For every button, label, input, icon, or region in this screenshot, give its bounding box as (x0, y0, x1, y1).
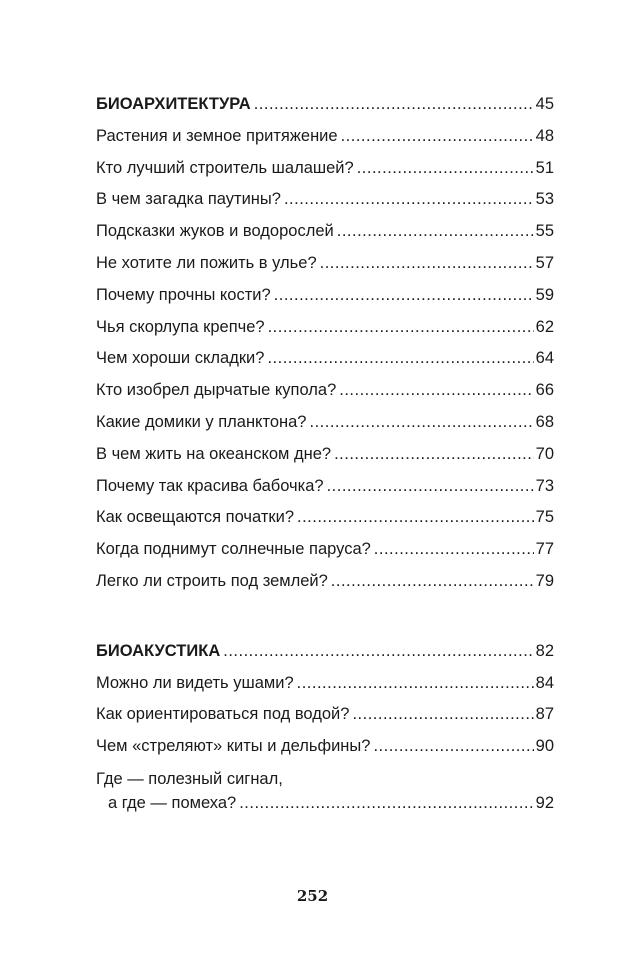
toc-entry-page: 87 (535, 705, 554, 724)
toc-dot-leader (337, 216, 534, 248)
toc-section-bioacoustics (96, 636, 554, 815)
toc-entry-page: 53 (535, 190, 554, 209)
toc-entry-title: Не хотите ли пожить в улье? (96, 253, 317, 272)
toc-entry-title: Растения и земное притяжение (96, 126, 338, 145)
table-of-contents (96, 89, 554, 815)
toc-entry (96, 534, 554, 566)
toc-dot-leader (268, 312, 534, 344)
toc-entry-title: Почему прочны кости? (96, 285, 271, 304)
toc-entry-title: Кто изобрел дырчатые купола? (96, 381, 337, 400)
toc-dot-leader (374, 534, 534, 566)
toc-dot-leader (339, 375, 533, 407)
toc-dot-leader (341, 121, 534, 153)
toc-entry-title: Можно ли видеть ушами? (96, 673, 294, 692)
toc-entry-line2 (96, 791, 554, 815)
toc-entry-title: Какие домики у планктона? (96, 412, 307, 431)
toc-entry (96, 566, 554, 598)
toc-section-bioarchitecture (96, 89, 554, 598)
toc-dot-leader (373, 731, 533, 763)
toc-heading-page: 82 (535, 641, 554, 660)
toc-dot-leader (331, 566, 534, 598)
toc-entry-page: 55 (535, 222, 554, 241)
toc-entry-title: Чья скорлупа крепче? (96, 317, 265, 336)
toc-entry-multiline (96, 767, 554, 815)
toc-entry-page: 62 (535, 317, 554, 336)
toc-dot-leader (309, 407, 533, 439)
toc-dot-leader (357, 153, 534, 185)
toc-entry-page: 77 (535, 540, 554, 559)
toc-entry-title: Как ориентироваться под водой? (96, 705, 350, 724)
toc-entry-page: 84 (535, 673, 554, 692)
toc-entry-page: 64 (535, 349, 554, 368)
toc-section-heading (96, 89, 554, 121)
toc-entry-page: 59 (535, 285, 554, 304)
toc-dot-leader (327, 471, 534, 503)
toc-entry (96, 439, 554, 471)
toc-entry-page: 48 (535, 126, 554, 145)
toc-entry-page: 51 (535, 158, 554, 177)
toc-dot-leader (254, 89, 534, 121)
toc-entry-title: Чем «стреляют» киты и дельфины? (96, 737, 371, 756)
toc-entry (96, 121, 554, 153)
toc-entry (96, 312, 554, 344)
toc-entry-title-line2: а где — помеха? (108, 793, 237, 812)
toc-dot-leader (274, 280, 534, 312)
toc-entry-title: Когда поднимут солнечные паруса? (96, 540, 371, 559)
toc-heading-title: БИОАРХИТЕКТУРА (96, 95, 251, 113)
toc-dot-leader (297, 668, 534, 700)
toc-entry-title: Чем хороши складки? (96, 349, 265, 368)
toc-entry-page: 73 (535, 476, 554, 495)
toc-dot-leader (284, 184, 534, 216)
toc-entry (96, 471, 554, 503)
toc-entry-title: В чем жить на океанском дне? (96, 444, 332, 463)
toc-entry (96, 699, 554, 731)
toc-entry-page: 90 (535, 737, 554, 756)
toc-entry (96, 731, 554, 763)
toc-dot-leader (267, 343, 533, 375)
toc-entry (96, 248, 554, 280)
toc-entry (96, 668, 554, 700)
toc-entry-title: Легко ли строить под землей? (96, 571, 328, 590)
toc-entry-title: Кто лучший строитель шалашей? (96, 158, 354, 177)
toc-entry (96, 184, 554, 216)
toc-entry-page: 79 (535, 571, 554, 590)
toc-entry (96, 153, 554, 185)
page-number: 252 (296, 887, 329, 905)
toc-entry-title-line1: Где — полезный сигнал, (96, 769, 283, 788)
toc-dot-leader (239, 791, 533, 815)
toc-entry-title: Почему так красива бабочка? (96, 476, 324, 495)
toc-entry-page: 92 (535, 793, 554, 812)
toc-dot-leader (297, 502, 534, 534)
toc-entry (96, 502, 554, 534)
toc-heading-page: 45 (535, 95, 554, 113)
toc-entry (96, 407, 554, 439)
toc-heading-title: БИОАКУСТИКА (96, 641, 221, 660)
toc-dot-leader (320, 248, 534, 280)
toc-entry-page: 70 (535, 444, 554, 463)
toc-entry (96, 216, 554, 248)
toc-dot-leader (223, 636, 533, 668)
toc-entry-page: 75 (535, 508, 554, 527)
toc-entry (96, 280, 554, 312)
toc-entry (96, 343, 554, 375)
toc-entry-title: Как освещаются початки? (96, 508, 295, 527)
toc-entry (96, 375, 554, 407)
toc-entry-page: 68 (535, 412, 554, 431)
toc-dot-leader (334, 439, 534, 471)
toc-section-heading (96, 636, 554, 668)
toc-entry-page: 57 (535, 253, 554, 272)
toc-entry-title: В чем загадка паутины? (96, 190, 281, 209)
toc-entry-title: Подсказки жуков и водорослей (96, 222, 334, 241)
toc-dot-leader (352, 699, 533, 731)
toc-entry-page: 66 (535, 381, 554, 400)
